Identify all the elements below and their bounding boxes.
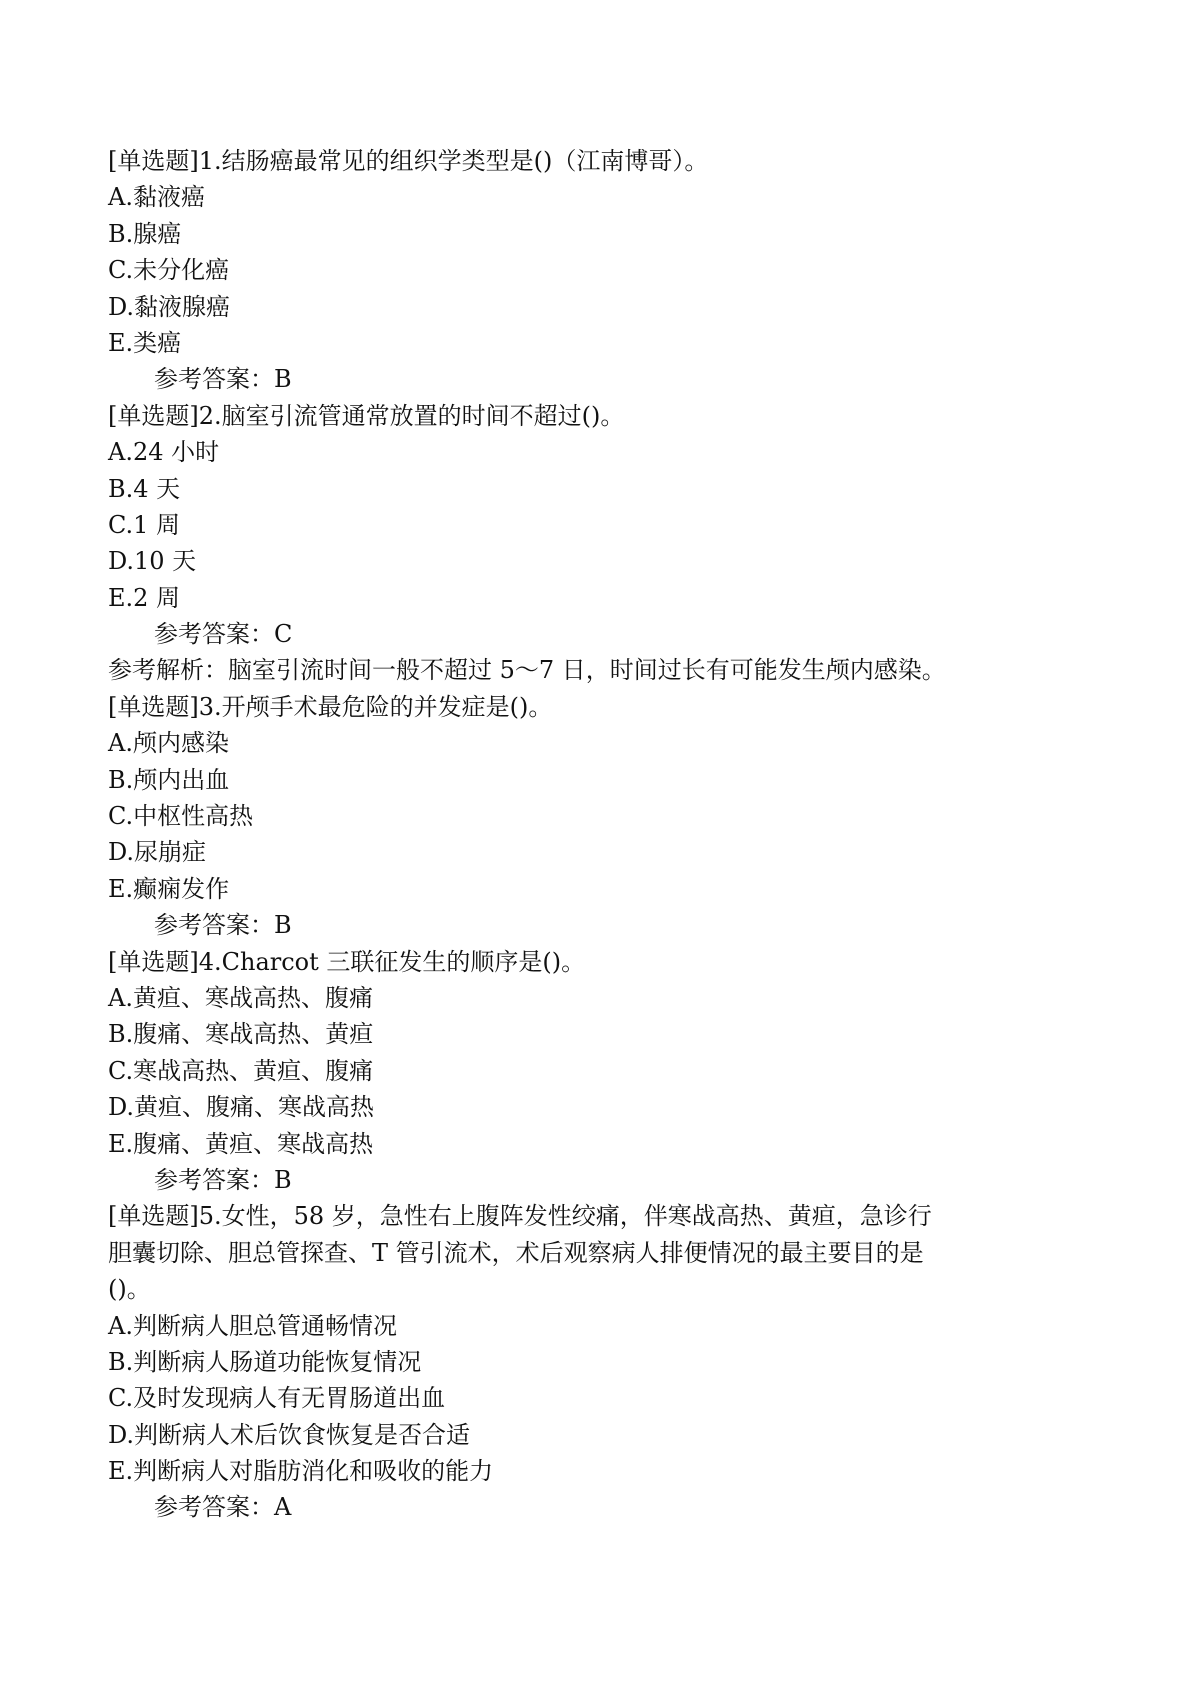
option-e: E.腹痛、黄疸、寒战高热 — [108, 1129, 374, 1158]
option-e: E.2 周 — [108, 583, 181, 612]
option-c: C.1 周 — [108, 510, 181, 539]
question-stem: [单选题]1.结肠癌最常见的组织学类型是()（江南博哥）。 — [108, 147, 709, 175]
option-b: B.腺癌 — [108, 219, 182, 248]
option-d: D.黏液腺癌 — [108, 292, 231, 321]
question-stem-line-3: ()。 — [108, 1275, 151, 1304]
reference-analysis: 参考解析：脑室引流时间一般不超过 5～7 日，时间过长有可能发生颅内感染。 — [108, 656, 946, 685]
question-stem-line-2: 胆囊切除、胆总管探查、T 管引流术，术后观察病人排便情况的最主要目的是 — [108, 1238, 924, 1267]
option-b: B.4 天 — [108, 474, 181, 503]
question-stem: [单选题]4.Charcot 三联征发生的顺序是()。 — [108, 947, 586, 976]
option-b: B.腹痛、寒战高热、黄疸 — [108, 1020, 374, 1049]
option-a: A.黄疸、寒战高热、腹痛 — [108, 983, 373, 1012]
option-b: B.判断病人肠道功能恢复情况 — [108, 1347, 422, 1376]
option-a: A.24 小时 — [108, 438, 220, 467]
option-d: D.尿崩症 — [108, 838, 207, 867]
option-a: A.黏液癌 — [108, 183, 205, 212]
reference-answer: 参考答案：B — [154, 1165, 292, 1194]
option-e: E.类癌 — [108, 328, 182, 357]
option-e: E.判断病人对脂肪消化和吸收的能力 — [108, 1457, 494, 1486]
question-1 — [108, 143, 1108, 398]
option-c: C.寒战高热、黄疸、腹痛 — [108, 1056, 374, 1085]
option-c: C.中枢性高热 — [108, 802, 254, 831]
reference-answer: 参考答案：B — [154, 365, 292, 394]
option-a: A.颅内感染 — [108, 729, 229, 758]
option-a: A.判断病人胆总管通畅情况 — [108, 1311, 397, 1340]
question-3 — [108, 689, 1108, 944]
exam-document — [108, 143, 1108, 1526]
reference-answer: 参考答案：A — [154, 1493, 292, 1522]
question-stem-line-1: [单选题]5.女性，58 岁，急性右上腹阵发性绞痛，伴寒战高热、黄疸，急诊行 — [108, 1202, 932, 1231]
option-d: D.黄疸、腹痛、寒战高热 — [108, 1093, 375, 1122]
option-b: B.颅内出血 — [108, 765, 230, 794]
question-4 — [108, 944, 1108, 1199]
question-2 — [108, 398, 1108, 689]
question-5 — [108, 1198, 1108, 1526]
question-stem: [单选题]2.脑室引流管通常放置的时间不超过()。 — [108, 401, 625, 430]
option-c: C.及时发现病人有无胃肠道出血 — [108, 1384, 446, 1413]
reference-answer: 参考答案：B — [154, 911, 292, 940]
question-stem: [单选题]3.开颅手术最危险的并发症是()。 — [108, 692, 553, 721]
option-e: E.癫痫发作 — [108, 874, 230, 903]
option-d: D.10 天 — [108, 547, 197, 576]
option-c: C.未分化癌 — [108, 256, 230, 285]
reference-answer: 参考答案：C — [154, 620, 293, 649]
option-d: D.判断病人术后饮食恢复是否合适 — [108, 1420, 471, 1449]
